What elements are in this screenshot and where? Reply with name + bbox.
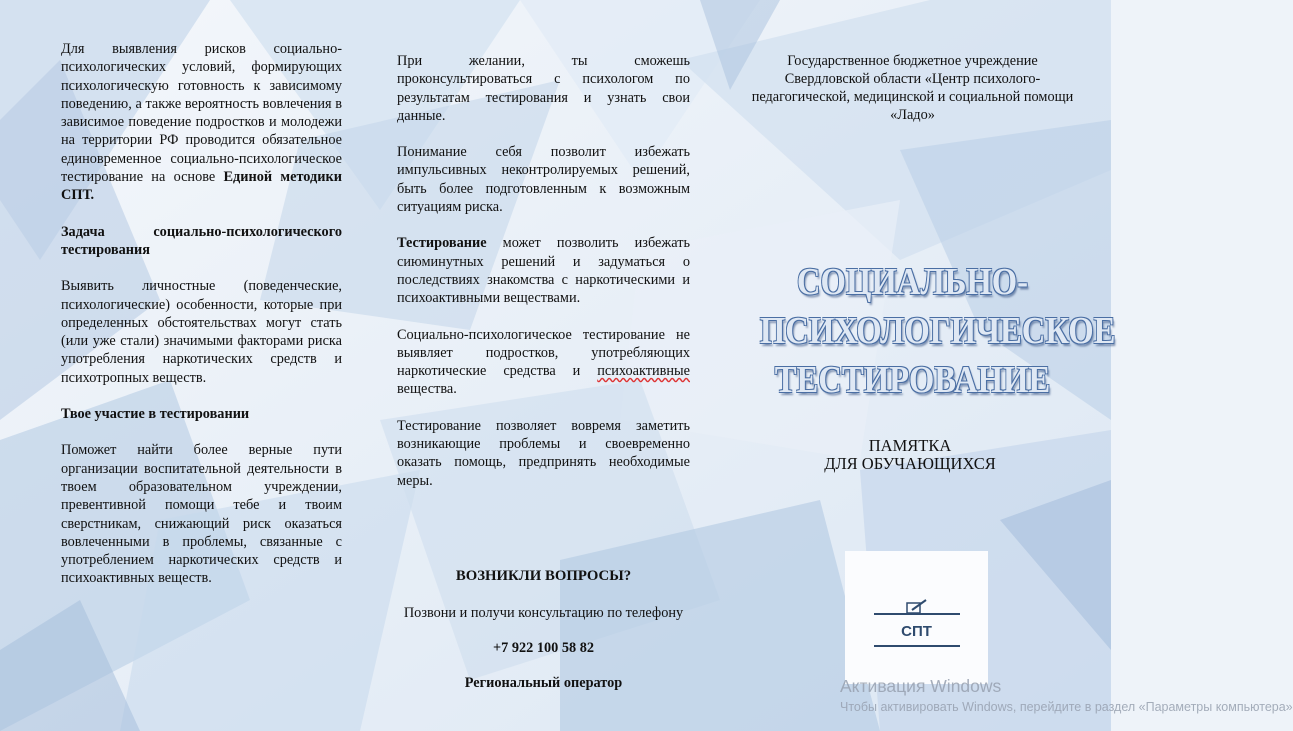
brochure-title <box>759 258 1116 405</box>
testing-benefit-text: может позволить избежать сиюминутных решений и задуматься о последствиях знакомства с наркотическими и психоактивными веществами. <box>397 235 690 307</box>
phone-number: +7 922 100 58 82 <box>492 640 595 656</box>
watermark-title: Активация Windows <box>840 676 1002 696</box>
not-detect-text-b: вещества. <box>397 381 457 398</box>
testing-benefit-paragraph <box>397 234 690 307</box>
not-detect-paragraph <box>397 326 690 399</box>
contact-block <box>397 567 690 709</box>
participation-heading: Твое участие в тестировании <box>61 406 250 423</box>
subtitle-line-1: ПАМЯТКА <box>868 436 952 455</box>
testing-bold-word: Тестирование <box>397 235 487 252</box>
task-heading: Задача социально-психологического тестирования <box>61 223 342 258</box>
windows-activation-watermark <box>840 676 1293 714</box>
consult-paragraph: При желании, ты сможешь проконсультироваться с психологом по результатам тестирования и узнать свои данные. <box>397 53 690 124</box>
intro-paragraph <box>61 40 342 205</box>
subtitle-line-2: ДЛЯ ОБУЧАЮЩИХСЯ <box>824 454 996 473</box>
intro-text: Для выявления рисков социально-психологических условий, формирующих психологическую готовность к зависимому поведению, а также вероятность вовлечения в зависимое поведение подростков и молодежи на территории РФ проводится обязательное единовременное социально-психологическое тестирование на основе <box>61 41 342 186</box>
logo-bottom-line <box>874 645 960 647</box>
participation-paragraph: Поможет найти более верные пути организации воспитательной деятельности в твоем образовательном учреждении, превентивной помощи тебе и твоим сверстникам, снижающий риск оказаться вовлеченными в проблемы, связанные с употреблением наркотических средств и психоактивных веществ. <box>61 442 342 587</box>
early-detection-paragraph: Тестирование позволяет вовремя заметить возникающие проблемы и своевременно оказать помощь, предпринять необходимые меры. <box>397 417 690 489</box>
title-line-1: СОЦИАЛЬНО- <box>796 261 1029 303</box>
middle-panel <box>397 52 690 508</box>
brochure-subtitle <box>770 437 1050 473</box>
organization-name: Государственное бюджетное учреждение Свердловской области «Центр психолого-педагогической, медицинской и социальной помощи «Ладо» <box>751 53 1074 123</box>
intro-bold-text: Единой методики СПТ. <box>61 169 342 204</box>
logo-top-line <box>874 613 960 615</box>
task-paragraph: Выявить личностные (поведенческие, психологические) особенности, которые при определенных обстоятельствах могут стать (или уже стали) значимыми факторами риска употребления наркотических средств и психотропных веществ. <box>61 278 342 386</box>
title-line-3: ТЕСТИРОВАНИЕ <box>774 359 1051 401</box>
logo-text: СПТ <box>901 623 932 640</box>
operator-label: Региональный оператор <box>464 675 623 691</box>
self-understanding-paragraph: Понимание себя позволит избежать импульсивных неконтролируемых решений, быть более подготовленным к возможным ситуациям риска. <box>397 144 690 216</box>
call-text: Позвони и получи консультацию по телефону <box>403 605 684 621</box>
spellcheck-word: психоактивные <box>597 363 690 380</box>
not-detect-text-a: Социально-психологическое тестирование не выявляет подростков, употребляющих наркотические средства и <box>397 326 690 380</box>
watermark-subtitle: Чтобы активировать Windows, перейдите в раздел «Параметры компьютера» <box>840 700 1293 714</box>
questions-heading: ВОЗНИКЛИ ВОПРОСЫ? <box>455 568 632 584</box>
left-panel <box>61 40 342 606</box>
spt-logo <box>845 551 988 684</box>
title-line-2: ПСИХОЛОГИЧЕСКОЕ <box>759 310 1116 352</box>
